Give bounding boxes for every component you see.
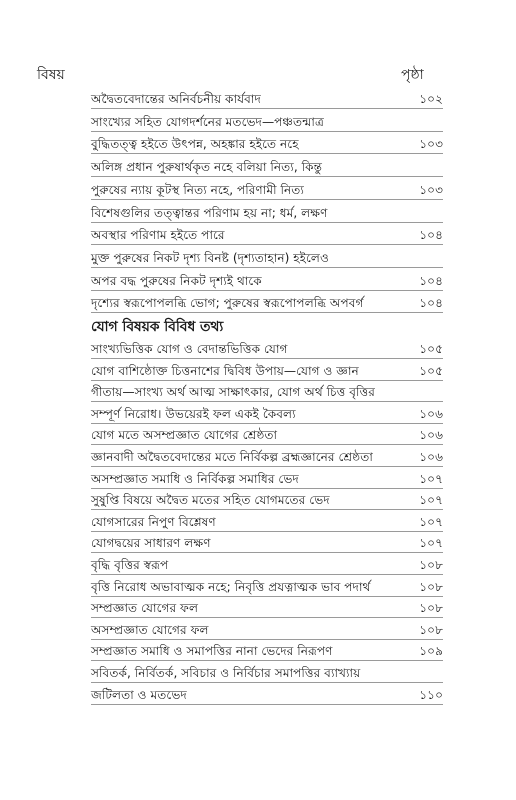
toc-entry[interactable] — [91, 424, 443, 446]
toc-entry-page: ১০৭ — [419, 536, 443, 551]
toc-entry[interactable] — [91, 111, 443, 133]
toc-entry[interactable] — [91, 381, 443, 403]
toc-entry-text: অসম্প্রজ্ঞাত যোগের ফল — [91, 622, 209, 637]
toc-entry-text: যোগ মতে অসম্প্রজ্ঞাত যোগের শ্রেষ্ঠতা — [91, 428, 278, 443]
toc-entry-page: ১০৫ — [419, 342, 443, 356]
toc-entry[interactable] — [91, 619, 443, 641]
toc-entry-text: অবস্থার পরিণাম হইতে পারে — [91, 228, 225, 243]
toc-entry-text: যোগ বাশিষ্ঠোক্ত চিত্তনাশের দ্বিবিধ উপায়—যোগ ও জ্ঞান — [91, 363, 359, 378]
toc-entry[interactable] — [91, 576, 443, 598]
toc-entry-page: ১০৩ — [419, 182, 443, 197]
toc-entry-text: সম্পূর্ণ নিরোধ। উভয়েরই ফল একই কৈবল্য — [91, 406, 296, 421]
toc-entry-page: ১০৭ — [419, 471, 443, 486]
toc-entry[interactable] — [91, 133, 443, 155]
toc-entry[interactable] — [91, 662, 443, 684]
toc-entry-page: ১০৫ — [419, 363, 443, 378]
toc-entry-text: সাংখ্যের সহিত যোগদর্শনের মতভেদ—পঞ্চতন্মাত্র — [91, 114, 324, 129]
toc-entry[interactable] — [91, 202, 443, 224]
toc-entry-page: ১০৩ — [419, 137, 443, 152]
toc-entry[interactable] — [91, 532, 443, 554]
toc-entry-text: অসম্প্রজ্ঞাত সমাধি ও নির্বিকল্প সমাধির ভেদ — [91, 471, 299, 486]
toc-entry[interactable] — [91, 292, 443, 314]
toc-entry[interactable] — [91, 270, 443, 292]
toc-entry-text: অপর বদ্ধ পুরুষের নিকট দৃশ্যই থাকে — [91, 273, 262, 288]
toc-entry-page: ১০৬ — [419, 406, 443, 421]
toc-entry[interactable] — [91, 640, 443, 662]
toc-entry-page: ১০৮ — [419, 601, 443, 616]
toc-entry-text: দৃশ্যের স্বরূপোপলব্ধি ভোগ; পুরুষের স্বরূপোপলব্ধি অপবর্গ — [91, 296, 364, 311]
toc-entry[interactable] — [91, 224, 443, 246]
toc-entry-text: জ্ঞানবাদী অদ্বৈতবেদান্তের মতে নির্বিকল্প ব্রহ্মজ্ঞানের শ্রেষ্ঠতা — [91, 450, 373, 464]
toc-entry-page: ১০৪ — [419, 228, 443, 243]
toc-entry[interactable] — [91, 360, 443, 382]
toc-entry-text: সুষুপ্তি বিষয়ে অদ্বৈত মতের সহিত যোগমতের ভেদ — [91, 493, 330, 508]
toc-entry[interactable] — [91, 156, 443, 178]
toc-entry-text: যোগদ্বয়ের সাধারণ লক্ষণ — [91, 536, 211, 551]
toc-entry[interactable] — [91, 247, 443, 269]
toc-entry-text: যোগসারের নিপুণ বিশ্লেষণ — [91, 514, 216, 529]
toc-entry-page: ১১০ — [419, 687, 443, 702]
toc-header-subject: বিষয় — [37, 67, 65, 83]
toc-entry-page: ১০৮ — [419, 579, 443, 594]
toc-entry-page: ১০৭ — [419, 514, 443, 529]
toc-entry-text: পুরুষের ন্যায় কূটস্থ নিত্য নহে, পরিণামী নিত্য — [91, 182, 304, 197]
toc-entry-text: অদ্বৈতবেদান্তের অনির্বচনীয় কার্যবাদ — [91, 92, 261, 106]
toc-entry-text: বিশেষগুলির তত্ত্বান্তর পরিণাম হয় না; ধর্ম, লক্ষণ — [91, 205, 328, 220]
toc-entry-text: বুদ্ধিতত্ত্ব হইতে উৎপন্ন, অহঙ্কার হইতে নহে — [91, 137, 299, 152]
toc-header-page: পৃষ্ঠা — [401, 67, 424, 83]
toc-entry-page: ১০৪ — [419, 273, 443, 288]
toc-entry-page: ১০৬ — [419, 450, 443, 464]
toc-entry-text: সাংখ্যভিত্তিক যোগ ও বেদান্তভিত্তিক যোগ — [91, 342, 288, 356]
section-heading: যোগ বিষয়ক বিবিধ তথ্য — [91, 319, 224, 335]
toc-entry-text: বৃত্তি নিরোধ অভাবাত্মক নহে; নিবৃত্তি প্রযত্নাত্মক ভাব পদার্থ — [91, 579, 371, 594]
toc-entry-page: ১০৯ — [419, 644, 443, 659]
toc-entry[interactable] — [91, 468, 443, 490]
toc-entry[interactable] — [91, 511, 443, 533]
toc-entry-text: সম্প্রজ্ঞাত যোগের ফল — [91, 601, 199, 616]
toc-entry[interactable] — [91, 403, 443, 425]
toc-entry-page: ১০৭ — [419, 493, 443, 508]
toc-entry-page: ১০৮ — [419, 558, 443, 572]
toc-entry-page: ১০৮ — [419, 622, 443, 637]
toc-entry-page: ১০৬ — [419, 428, 443, 443]
toc-entry-text: সম্প্রজ্ঞাত সমাধি ও সমাপত্তির নানা ভেদের নিরূপণ — [91, 644, 333, 659]
toc-entry-text: গীতায়—সাংখ্য অর্থ আত্ম সাক্ষাৎকার, যোগ অর্থ চিত্ত বৃত্তির — [91, 385, 375, 400]
toc-entry[interactable] — [91, 684, 443, 706]
toc-entry[interactable] — [91, 179, 443, 201]
toc-entry[interactable] — [91, 489, 443, 511]
toc-entry[interactable] — [91, 597, 443, 619]
toc-entry[interactable] — [91, 338, 443, 360]
toc-entry[interactable] — [91, 446, 443, 468]
toc-entry-page: ১০২ — [419, 92, 443, 106]
toc-entry-page: ১০৪ — [419, 296, 443, 311]
toc-entry-text: জটিলতা ও মতভেদ — [91, 687, 187, 702]
toc-entry-text: অলিঙ্গ প্রধান পুরুষার্থকৃত নহে বলিয়া নিত্য, কিন্তু — [91, 160, 322, 175]
toc-entry[interactable] — [91, 88, 443, 110]
toc-entry[interactable] — [91, 554, 443, 576]
toc-entry-text: বৃদ্ধি বৃত্তির স্বরূপ — [91, 558, 169, 572]
toc-entry-text: সবিতর্ক, নির্বিতর্ক, সবিচার ও নির্বিচার সমাপত্তির ব্যাখ্যায় — [91, 666, 361, 680]
toc-entry-text: মুক্ত পুরুষের নিকট দৃশ্য বিনষ্ট (দৃশ্যতাহান) হইলেও — [91, 250, 329, 265]
